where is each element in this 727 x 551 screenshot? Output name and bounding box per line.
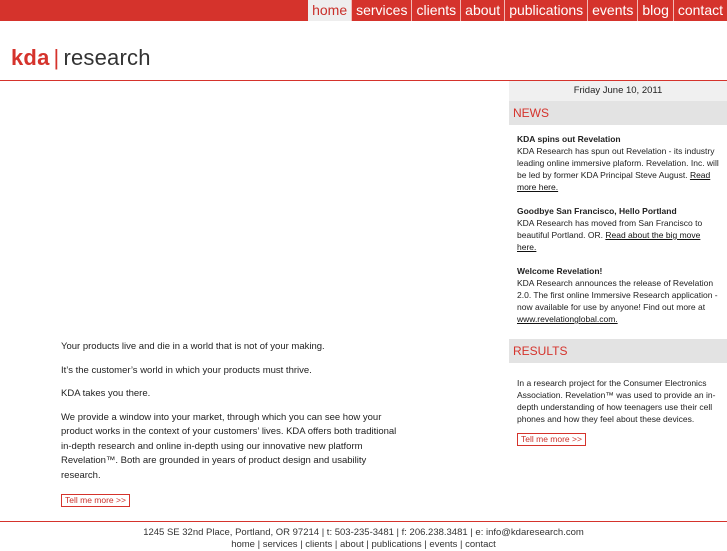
tell-me-more-button[interactable]: Tell me more >> [61,494,130,507]
main-nav [308,0,727,21]
footer-links[interactable]: home | services | clients | about | publications | events | contact [231,539,496,550]
news-item-link[interactable]: Read about the big move here. [517,230,701,252]
news-item-title: Goodbye San Francisco, Hello Portland [517,206,677,216]
news-item [517,133,719,193]
news-item-title: KDA spins out Revelation [517,134,621,144]
intro-paragraph-3: KDA takes you there. [61,388,151,399]
nav-services[interactable]: services [351,0,411,21]
site-logo[interactable] [11,45,151,71]
intro-paragraph-2: It’s the customer’s world in which your products must thrive. [61,364,312,376]
logo-divider: | [53,45,60,70]
sidebar [509,81,727,518]
news-item-body: KDA Research has moved from San Francisco to beautiful Portland. OR. [517,218,703,240]
results-heading: RESULTS [509,339,727,363]
intro-paragraph-1: Your products live and die in a world that is not of your making. [61,341,325,352]
news-heading: NEWS [509,101,727,125]
nav-events[interactable]: events [587,0,637,21]
news-item [517,265,719,325]
footer [0,527,727,551]
news-item-link[interactable]: www.revelationglobal.com. [517,314,618,324]
logo-brand: kda [11,45,50,70]
news-list [509,125,727,325]
nav-home[interactable]: home [308,0,351,21]
news-item-link[interactable]: Read more here. [517,170,711,192]
nav-contact[interactable]: contact [673,0,727,21]
current-date: Friday June 10, 2011 [509,81,727,101]
intro-paragraph-4: We provide a window into your market, through which you can see how your product works in the context of your customers’ lives. KDA offers both traditional in-depth research and online in-depth using our innovative new platform Revelation™. Both are grounded in years of product design and usability research. [61,411,397,481]
footer-address: 1245 SE 32nd Place, Portland, OR 97214 | t: 503-235-3481 | f: 206.238.3481 | e: info@kdaresearch.com [143,527,584,538]
news-item-body: KDA Research has spun out Revelation - its industry leading online immersive plaform. Revelation. Inc. will be led by former KDA Principal Steve August. [517,146,719,180]
news-item-body: KDA Research announces the release of Revelation 2.0. The first online Immersive Research application - now available for use by anyone! Find out more at [517,278,718,312]
nav-about[interactable]: about [460,0,504,21]
news-item [517,205,719,253]
top-navigation-bar [0,0,727,21]
news-item-title: Welcome Revelation! [517,266,603,276]
nav-publications[interactable]: publications [504,0,587,21]
nav-clients[interactable]: clients [411,0,460,21]
intro-content [61,340,406,509]
results-content [509,363,727,446]
results-tell-me-more-button[interactable]: Tell me more >> [517,433,586,446]
logo-product: research [63,45,151,70]
nav-blog[interactable]: blog [637,0,672,21]
results-text: In a research project for the Consumer Electronics Association. Revelation™ was used to provide an in-depth understanding of how teenagers use their cell phones and how they feel about these devices. [517,378,716,424]
footer-divider [0,521,727,522]
